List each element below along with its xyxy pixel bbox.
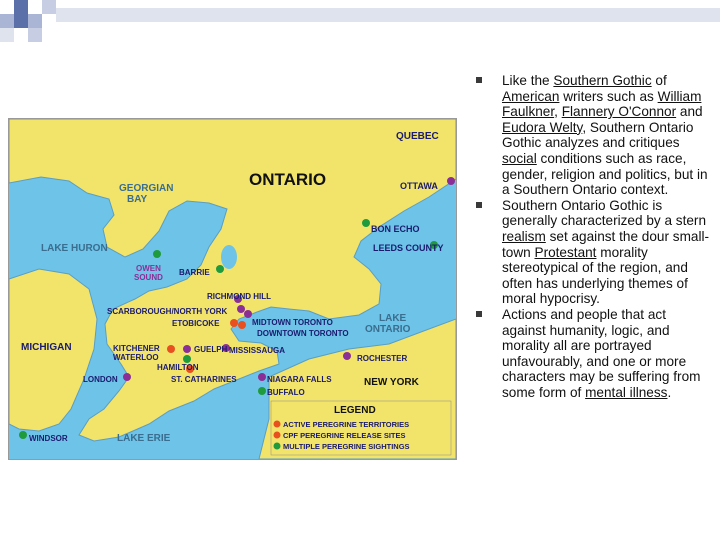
text-link[interactable]: realism (502, 228, 546, 244)
marker-dot (230, 319, 238, 327)
text-link[interactable]: social (502, 150, 537, 166)
marker-dot (447, 177, 455, 185)
bullet-marker (476, 311, 482, 317)
text-link[interactable]: Protestant (534, 244, 597, 260)
text-run: . (667, 384, 672, 400)
ontario-map (8, 118, 457, 460)
label-rochester: ROCHESTER (357, 354, 408, 363)
label-guelph: GUELPH (194, 345, 228, 354)
bullet-item (470, 198, 710, 307)
label-windsor: WINDSOR (29, 434, 68, 443)
text-run: , (554, 104, 562, 120)
label-georgian-bay: GEORGIAN BAY (119, 183, 174, 205)
label-bon-echo: BON ECHO (371, 224, 420, 234)
map-legend (271, 401, 451, 455)
text-run: set against the dour small-town (502, 228, 710, 260)
marker-dot (153, 250, 161, 258)
marker-dot (244, 310, 252, 318)
text-run: Southern Ontario Gothic is generally characterized by a stern (502, 197, 707, 229)
corner-decoration (0, 0, 720, 45)
label-barrie: BARRIE (179, 268, 210, 277)
deco-bar (56, 8, 720, 22)
label-buffalo: BUFFALO (267, 388, 305, 397)
text-run: of (651, 73, 667, 88)
text-run: Like the (502, 73, 554, 88)
label-ottawa: OTTAWA (400, 181, 438, 191)
label-richmond-hill: RICHMOND HILL (207, 292, 271, 301)
text-link[interactable]: Southern Gothic (553, 73, 652, 88)
deco-square (14, 0, 28, 14)
label-new-york: NEW YORK (364, 377, 419, 388)
label-michigan: MICHIGAN (21, 342, 72, 353)
marker-dot (237, 305, 245, 313)
label-owen-sound: OWEN SOUND (134, 264, 163, 282)
deco-square (42, 0, 56, 14)
marker-dot (19, 431, 27, 439)
label-niagara-falls: NIAGARA FALLS (267, 375, 332, 384)
label-mississauga: MISSISSAUGA (229, 346, 286, 355)
label-lake-ontario: LAKE ONTARIO (365, 313, 411, 335)
text-run: writers such as (559, 88, 658, 104)
deco-square (28, 14, 42, 28)
bullet-item (470, 307, 710, 401)
label-lake-huron: LAKE HURON (41, 243, 108, 254)
text-run: conditions such as race, gender, religion and politics, but in a Southern Ontario context. (502, 150, 708, 198)
text-link[interactable]: American (502, 88, 560, 104)
marker-dot (238, 321, 246, 329)
label-midtown-toronto: MIDTOWN TORONTO (252, 318, 333, 327)
label-london: LONDON (83, 375, 118, 384)
legend-title: LEGEND (334, 405, 376, 416)
label-kitchener: KITCHENER WATERLOO (113, 344, 160, 362)
marker-dot (362, 219, 370, 227)
deco-square (28, 28, 42, 42)
deco-square (0, 14, 14, 28)
marker-dot (258, 387, 266, 395)
marker-dot (183, 355, 191, 363)
label-leeds-county: LEEDS COUNTY (373, 243, 444, 253)
text-run: Actions and people that act against humanity, logic, and morality all are portrayed unfavourably, and one or more characters may be suffering from some form of (502, 306, 701, 400)
marker-dot (343, 352, 351, 360)
marker-dot (258, 373, 266, 381)
marker-dot (167, 345, 175, 353)
lake-simcoe (221, 245, 237, 269)
label-hamilton: HAMILTON (157, 363, 199, 372)
label-downtown-toronto: DOWNTOWN TORONTO (257, 329, 349, 338)
label-quebec: QUEBEC (396, 131, 439, 142)
text-link[interactable]: Eudora Welty (502, 119, 583, 135)
legend-dot (274, 421, 281, 428)
marker-dot (183, 345, 191, 353)
legend-dot (274, 443, 281, 450)
bullet-item (470, 73, 710, 198)
bullet-list (470, 73, 710, 400)
text-run: and (676, 104, 703, 120)
bullet-text (502, 307, 700, 400)
label-ontario: ONTARIO (249, 170, 327, 189)
legend-item: MULTIPLE PEREGRINE SIGHTINGS (283, 442, 410, 451)
deco-square (14, 14, 28, 28)
legend-item: CPF PEREGRINE RELEASE SITES (283, 431, 406, 440)
label-scarborough: SCARBOROUGH/NORTH YORK (107, 307, 228, 316)
text-link[interactable]: William Faulkner (502, 88, 702, 120)
bullet-marker (476, 202, 482, 208)
legend-dot (274, 432, 281, 439)
text-link[interactable]: Flannery O'Connor (561, 104, 677, 120)
text-run: , Southern Ontario Gothic analyzes and critiques (502, 119, 694, 151)
marker-dot (216, 265, 224, 273)
bullet-marker (476, 77, 482, 83)
legend-item: ACTIVE PEREGRINE TERRITORIES (283, 420, 410, 429)
bullet-text (502, 198, 709, 307)
marker-dot (123, 373, 131, 381)
bullet-text (502, 73, 708, 197)
label-lake-erie: LAKE ERIE (117, 433, 171, 444)
label-etobicoke: ETOBICOKE (172, 319, 220, 328)
deco-square (0, 28, 14, 42)
label-st-catharines: ST. CATHARINES (171, 375, 237, 384)
text-run: morality stereotypical of the region, and often has underlying themes of moral hypocrisy. (502, 244, 688, 307)
text-link[interactable]: mental illness (585, 384, 668, 400)
